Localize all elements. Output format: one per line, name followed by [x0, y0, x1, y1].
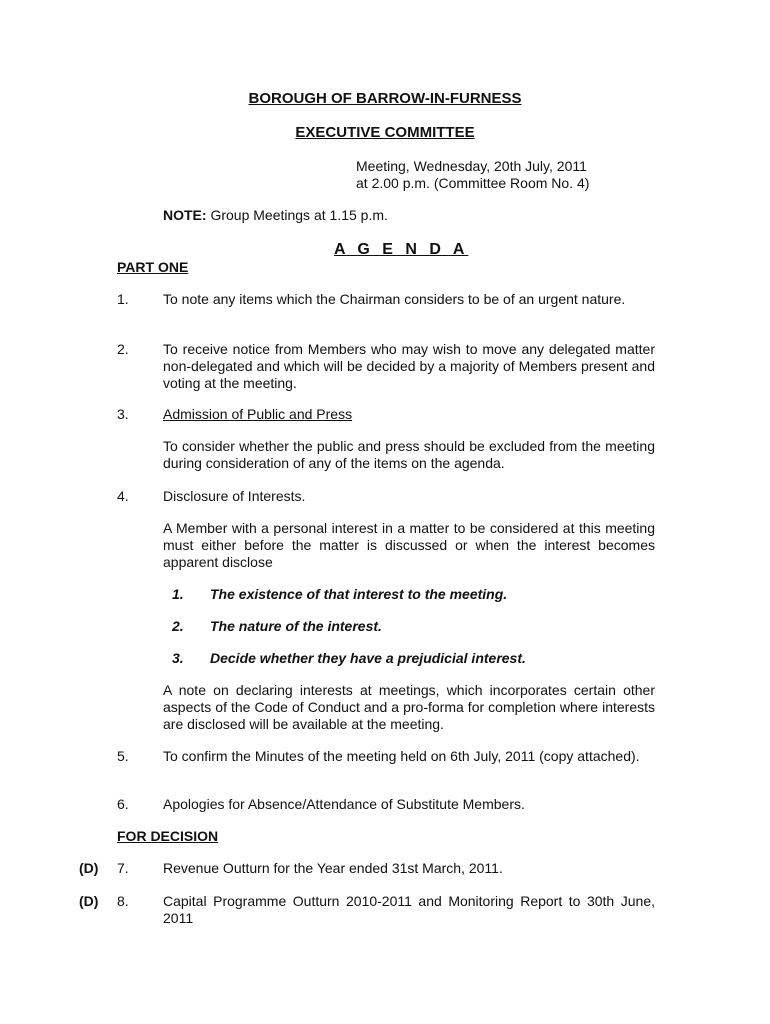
item-8-tag: (D): [79, 893, 99, 909]
item-4-sub-2-text: The nature of the interest.: [210, 618, 382, 634]
for-decision-heading: FOR DECISION: [117, 828, 219, 844]
agenda-heading: A G E N D A: [334, 241, 469, 258]
note-label: NOTE:: [163, 207, 207, 223]
item-7-tag: (D): [79, 860, 99, 876]
item-4-heading: Disclosure of Interests.: [163, 488, 306, 504]
committee-title: EXECUTIVE COMMITTEE: [295, 124, 475, 141]
group-meeting-note: [163, 207, 388, 224]
item-1-text: To note any items which the Chairman considers to be of an urgent nature.: [163, 291, 626, 307]
item-8-number: 8.: [117, 893, 129, 909]
part-one-heading: PART ONE: [117, 259, 189, 275]
meeting-time: at 2.00 p.m. (Committee Room No. 4): [356, 175, 590, 191]
meeting-date: Meeting, Wednesday, 20th July, 2011: [356, 158, 587, 174]
item-7-number: 7.: [117, 860, 129, 876]
item-3-heading: Admission of Public and Press: [163, 406, 353, 422]
item-2-number: 2.: [117, 341, 129, 357]
item-4-sub-1-text: The existence of that interest to the meeting.: [210, 586, 508, 602]
item-4-sub-1-number: 1.: [172, 586, 184, 602]
item-4-sub-3-text: Decide whether they have a prejudicial interest.: [210, 650, 526, 666]
item-4-sub-2-number: 2.: [172, 618, 184, 634]
borough-title: BOROUGH OF BARROW-IN-FURNESS: [248, 90, 522, 107]
item-4-number: 4.: [117, 488, 129, 504]
item-2-text: To receive notice from Members who may wish to move any delegated matter non-delegated and which will be decided by a majority of Members present and voting at the meeting.: [163, 341, 655, 391]
item-3-text: To consider whether the public and press should be excluded from the meeting during consideration of any of the items on the agenda.: [163, 438, 655, 471]
item-4-sub-3-number: 3.: [172, 650, 184, 666]
item-6-text: Apologies for Absence/Attendance of Substitute Members.: [163, 796, 525, 812]
item-3-number: 3.: [117, 406, 129, 422]
item-4-text: A Member with a personal interest in a matter to be considered at this meeting must either before the matter is discussed or when the interest becomes apparent disclose: [163, 520, 655, 570]
item-5-number: 5.: [117, 748, 129, 764]
item-8-text: Capital Programme Outturn 2010-2011 and Monitoring Report to 30th June, 2011: [163, 893, 655, 926]
item-5-text: To confirm the Minutes of the meeting held on 6th July, 2011 (copy attached).: [163, 748, 640, 764]
item-4-note: A note on declaring interests at meetings, which incorporates certain other aspects of the Code of Conduct and a pro-forma for completion where interests are disclosed will be available at the meeting.: [163, 682, 655, 732]
note-text: Group Meetings at 1.15 p.m.: [206, 207, 388, 223]
item-1-number: 1.: [117, 291, 129, 307]
item-7-text: Revenue Outturn for the Year ended 31st March, 2011.: [163, 860, 503, 876]
item-6-number: 6.: [117, 796, 129, 812]
